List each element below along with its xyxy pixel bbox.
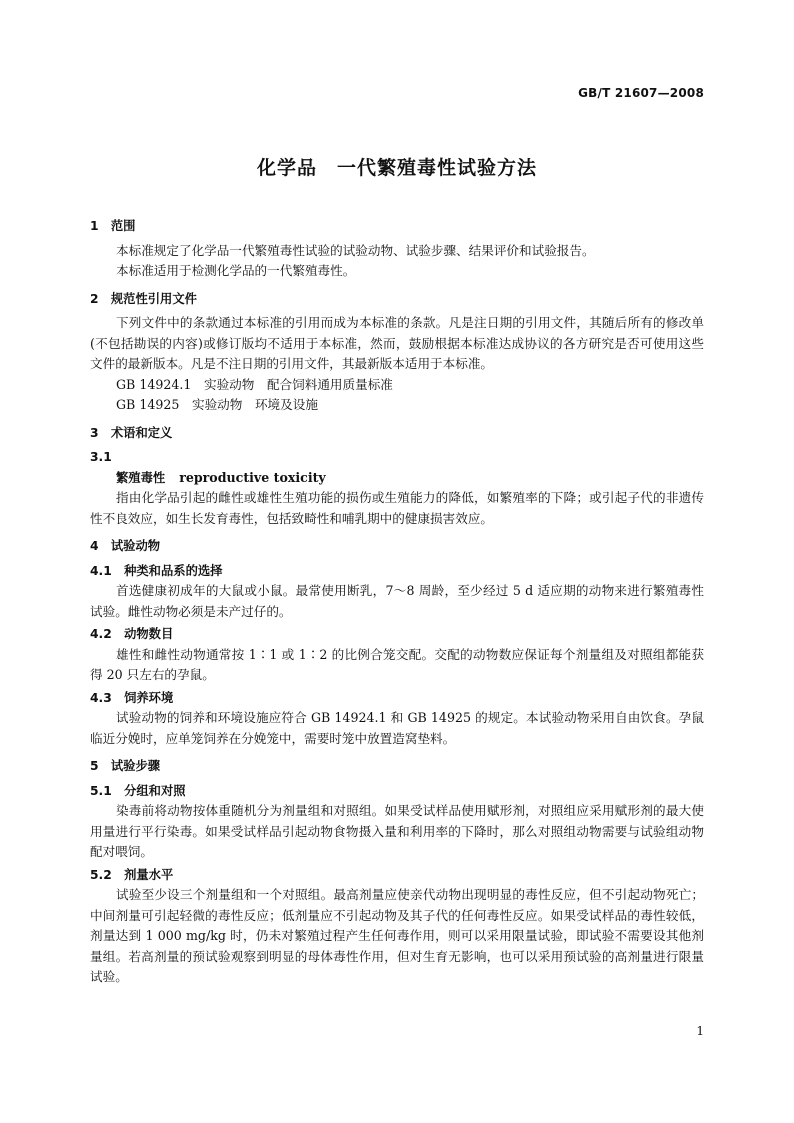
subsection-4-3-heading: 4.3 饲养环境 xyxy=(90,690,174,705)
subsection-4-2-heading: 4.2 动物数目 xyxy=(90,627,174,641)
section-1-paragraph-2: 本标准适用于检测化学品的一代繁殖毒性。 xyxy=(116,263,356,278)
term-entry xyxy=(90,468,704,489)
document-body xyxy=(90,216,704,988)
section-4-heading: 4 试验动物 xyxy=(90,539,161,553)
subsection-3-1-number: 3.1 xyxy=(90,450,112,464)
subsection-5-1-heading: 5.1 分组和对照 xyxy=(90,783,186,798)
reference-item-1: GB 14924.1 实验动物 配合饲料通用质量标准 xyxy=(116,376,393,392)
subsection-4-1-paragraph: 首选健康初成年的大鼠或小鼠。最常使用断乳，7～8 周龄，至少经过 5 d 适应期的动物来进行繁殖毒性试验。雌性动物必须是未产过仔的。 xyxy=(90,583,704,619)
term-english: reproductive toxicity xyxy=(179,469,326,485)
page-number: 1 xyxy=(696,1024,704,1038)
section-3-heading: 3 术语和定义 xyxy=(90,425,173,440)
term-definition: 指由化学品引起的雌性或雄性生殖功能的损伤或生殖能力的降低，如繁殖率的下降；或引起子代的非遗传性不良效应，如生长发育毒性，包括致畸性和哺乳期中的健康损害效应。 xyxy=(90,490,704,526)
term-chinese: 繁殖毒性 xyxy=(116,470,166,485)
section-5-heading: 5 试验步骤 xyxy=(90,759,161,773)
subsection-4-1-heading: 4.1 种类和品系的选择 xyxy=(90,563,223,578)
subsection-4-2-paragraph: 雄性和雌性动物通常按 1∶1 或 1∶2 的比例合笼交配。交配的动物数应保证每个剂量组及对照组都能获得 20 只左右的孕鼠。 xyxy=(90,646,704,682)
section-1-heading: 1 范围 xyxy=(90,219,136,233)
subsection-5-2-paragraph: 试验至少设三个剂量组和一个对照组。最高剂量应使亲代动物出现明显的毒性反应，但不引起动物死亡；中间剂量可引起轻微的毒性反应；低剂量应不引起动物及其子代的任何毒性反应。如果受试样品的毒性较低，剂量达到 1 000 mg/kg 时，仍未对繁殖过程产生任何毒作用，则可以采用限量试验，即试验不需要设其他剂量组。若高剂量的预试验观察到明显的母体毒性作用，但对生育无影响，也可以采用预试验的高剂量进行限量试验。 xyxy=(90,887,704,984)
subsection-5-1-paragraph: 染毒前将动物按体重随机分为剂量组和对照组。如果受试样品使用赋形剂，对照组应采用赋形剂的最大使用量进行平行染毒。如果受试样品引起动物食物摄入量和利用率的下降时，那么对照组动物需要与试验组动物配对喂饲。 xyxy=(90,803,704,859)
subsection-4-3-paragraph: 试验动物的饲养和环境设施应符合 GB 14924.1 和 GB 14925 的规定。本试验动物采用自由饮食。孕鼠临近分娩时，应单笼饲养在分娩笼中，需要时笼中放置造窝垫料。 xyxy=(90,710,704,746)
document-title: 化学品 一代繁殖毒性试验方法 xyxy=(256,157,537,179)
standard-code: GB/T 21607—2008 xyxy=(578,86,704,100)
section-2-heading: 2 规范性引用文件 xyxy=(90,291,197,306)
subsection-5-2-heading: 5.2 剂量水平 xyxy=(90,867,174,882)
reference-item-2: GB 14925 实验动物 环境及设施 xyxy=(116,397,318,412)
section-2-paragraph: 下列文件中的条款通过本标准的引用而成为本标准的条款。凡是注日期的引用文件，其随后所有的修改单(不包括勘误的内容)或修订版均不适用于本标准，然而，鼓励根据本标准达成协议的各方研究是否可使用这些文件的最新版本。凡是不注日期的引用文件，其最新版本适用于本标准。 xyxy=(90,315,704,371)
section-1-paragraph-1: 本标准规定了化学品一代繁殖毒性试验的试验动物、试验步骤、结果评价和试验报告。 xyxy=(116,242,595,258)
